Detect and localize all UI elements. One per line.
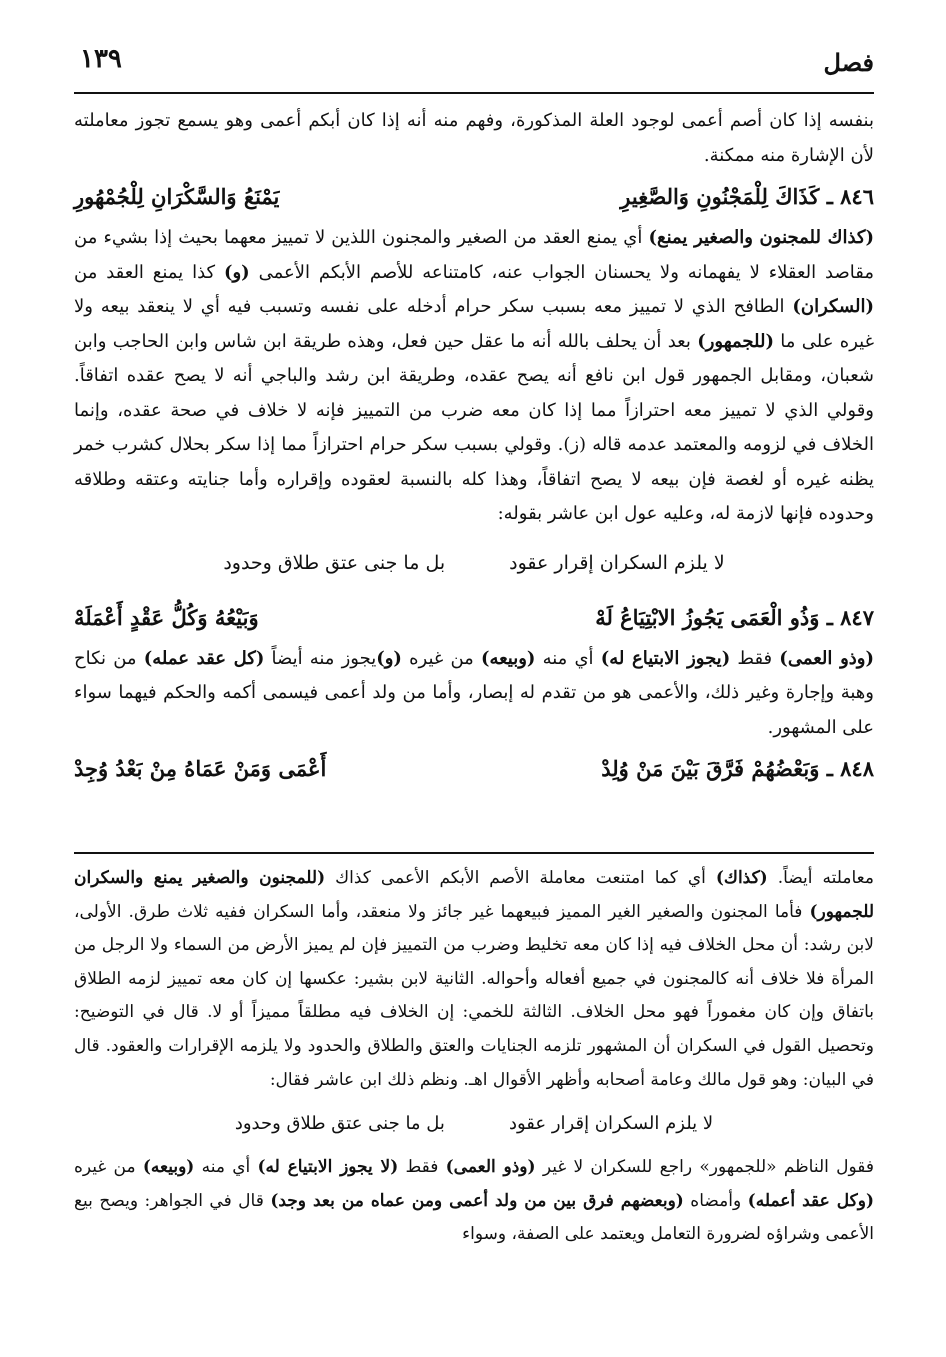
quoted-verse-second-hemistich: بل ما جنى عتق طلاق وحدود [223, 551, 446, 574]
verse-847-second-hemistich: وَبَيْعُهُ وَكُلُّ عَقْدٍ أَعْمَلَهْ [74, 604, 259, 630]
chapter-title: فصل [823, 48, 874, 77]
paragraph-continuation: بنفسه إذا كان أصم أعمى لوجود العلة المذكورة، وفهم منه أنه إذا كان أبكم أعمى وهو يسمع تجوز معاملته لأن الإشارة منه ممكنة. [74, 110, 874, 166]
footnote-paragraph-1: معاملته أيضاً. (كذاك) أي كما امتنعت معاملة الأصم الأبكم الأعمى كذاك (للمجنون والصغير يمنع والسكران للجمهور) فأما المجنون والصغير الغير المميز فبيعهما غير جائز ولا منعقد، وأما السكران ففيه ثلاث طرق. الأولى، لابن رشد: أن محل الخلاف فيه إذا كان معه تخليط وضرب من التمييز فإن لم يميز الأرض من السماء ولا الرجل من المرأة فلا خلاف أنه كالمجنون في جميع أفعاله وأحواله. الثانية لابن بشير: عكسها إن كان معه تمييز لزمه الطلاق باتفاق وإن كان مغموراً فهو محل الخلاف. الثالثة للخمي: إن الخلاف فيه مطلقاً مميزاً أو لا. قال في التوضيح: وتحصيل القول في السكران أن المشهور تلزمه الجنايات والعتق والطلاق والحدود ولا يلزمه الإقرارات والعقود. قال في البيان: وهو قول مالك وعامة أصحابه وأظهر الأقوال اهـ. ونظم ذلك ابن عاشر فقال: [74, 868, 874, 1090]
footnote-rule [74, 852, 874, 854]
book-page [74, 30, 874, 1340]
quoted-verse-first-hemistich: لا يلزم السكران إقرار عقود [509, 551, 725, 574]
commentary-846: (كذاك للمجنون والصغير يمنع) أي يمنع العقد من الصغير والمجنون اللذين لا تمييز معهما بحيث إذا بشيء من مقاصد العقلاء لا يفهمانه ولا يحسنان الجواب عنه، كامتناعه للأصم الأبكم الأعمى (و) كذا يمنع العقد من (السكران) الطافح الذي لا تمييز معه بسبب سكر حرام أدخله على نفسه وتسبب فيه أي لا ينعقد بيعه ولا غيره على ما (للجمهور) بعد أن يحلف بالله أنه ما عقل حين فعل، وهذه طريقة ابن شاس وابن الحاجب وابن شعبان، ومقابل الجمهور قول ابن نافع أنه يصح عقده، وطريقة ابن رشد والباجي أنه لا يصح عقده اتفاقاً. وقولي الذي لا تمييز معه احترازاً مما إذا كان معه ضرب من التمييز فإنه لا خلاف في صحة عقده، وإنما الخلاف في لزومه والمعتمد عدمه قاله (ز). وقولي بسبب سكر حرام احترازاً مما إذا سكر بحلال كشرب خمر يظنه غيره أو لغصة فإن بيعه لا يصح اتفاقاً، وهذا كله بالنسبة لعقوده وإقراره وأما جنايته وعتقه وطلاقه وحدوده فإنها لازمة له، وعليه عول ابن عاشر بقوله: [74, 227, 874, 524]
footnote-quoted-verse [74, 1101, 874, 1147]
verse-846-second-hemistich: يَمْنَعُ وَالسَّكْرَانِ لِلْجُمْهُورِ [74, 184, 280, 209]
verse-848-second-hemistich: أَعْمَى وَمَنْ عَمَاهُ مِنْ بَعْدُ وُجِدْ [74, 756, 327, 781]
verse-846-first-hemistich: ٨٤٦ ـ كَذَاكَ لِلْمَجْنُونِ وَالصَّغِيرِ [620, 184, 874, 209]
verse-847-first-hemistich: ٨٤٧ ـ وَذُو الْعَمَى يَجُوزُ الابْتِيَاعُ لَهْ [595, 604, 874, 630]
main-text [74, 104, 874, 793]
footnote-quoted-verse-second-hemistich: بل ما جنى عتق طلاق وحدود [234, 1113, 445, 1135]
page-header [74, 30, 874, 90]
verse-846 [74, 175, 874, 219]
page-number: ١٣٩ [80, 44, 122, 74]
verse-847 [74, 596, 874, 640]
footnote-quoted-verse-first-hemistich: لا يلزم السكران إقرار عقود [508, 1113, 714, 1135]
footnote-paragraph-2: فقول الناظم «للجمهور» راجع للسكران لا غير (وذو العمى) فقط (لا يجوز الابتياع له) أي منه (وبيعه) من غيره (وكل عقد أعمله) وأمضاه (وبعضهم فرق بين من ولد أعمى ومن عماه من بعد وجد) قال في الجواهر: ويصح بيع الأعمى وشراؤه لضرورة التعامل ويعتمد على الصفة، وسواء [74, 1157, 874, 1245]
commentary-847: (وذو العمى) فقط (يجوز الابتياع له) أي منه (وبيعه) من غيره (و)يجوز منه أيضاً (كل عقد عمله) من نكاح وهبة وإجارة وغير ذلك، والأعمى هو من تقدم له إبصار، وأما من ولد أعمى فيسمى أكمه والحكم فيهما سواء على المشهور. [74, 647, 874, 738]
footnote-commentary [74, 862, 874, 1252]
verse-848-first-hemistich: ٨٤٨ ـ وَبَعْضُهُمْ فَرَّقَ بَيْنَ مَنْ وُلِدْ [601, 756, 874, 781]
verse-848 [74, 747, 874, 791]
header-rule [74, 92, 874, 94]
quoted-verse-ibn-ashir [74, 538, 874, 588]
